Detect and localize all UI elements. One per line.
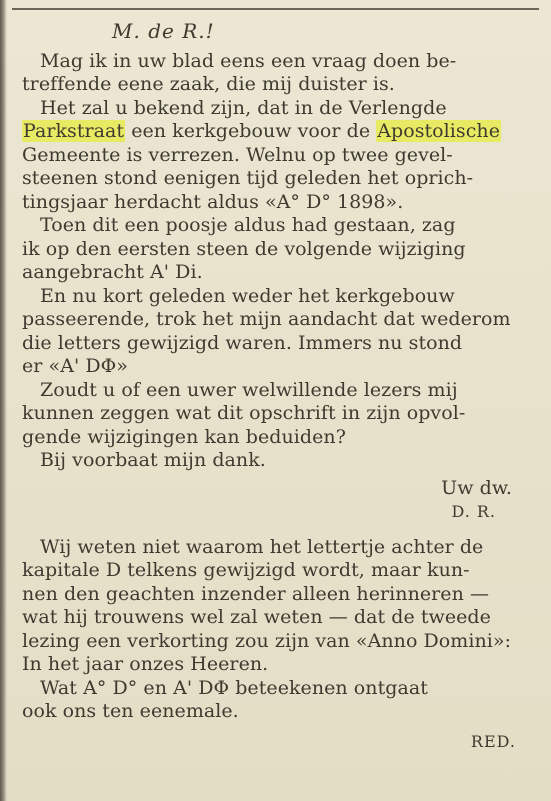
text-line-content: Het zal u bekend zijn, dat in de Verlengde	[40, 96, 447, 119]
editor-paragraph-1	[22, 536, 532, 677]
text-line	[22, 677, 532, 701]
text-line	[22, 50, 532, 74]
editor-paragraph-2	[22, 677, 532, 724]
editor-signature: RED.	[470, 731, 516, 751]
text-line-content: een kerkgebouw voor de	[125, 120, 377, 142]
text-line: kapitale D telkens gewijzigd wordt, maar kun-	[22, 559, 470, 581]
text-line	[22, 97, 532, 121]
page-edge-shadow	[0, 0, 7, 801]
letter-paragraph-6	[22, 449, 532, 473]
author-initials: D. R.	[451, 502, 496, 521]
letter-paragraph-5	[22, 379, 532, 450]
text-line: kunnen zeggen wat dit opschrift in zijn opvol-	[22, 402, 466, 424]
text-line-content: Wat A° D° en A' DΦ beteekenen ontgaat	[40, 676, 428, 699]
text-line: steenen stond eenigen tijd geleden het oprich-	[22, 167, 474, 189]
text-line: er «A' DΦ»	[22, 355, 128, 377]
text-line-content: Wij weten niet waarom het lettertje achter de	[40, 535, 484, 558]
text-line-content: Bij voorbaat mijn dank.	[40, 449, 266, 471]
text-line-content: Zoudt u of een uwer welwillende lezers mij	[40, 378, 458, 401]
text-line-content: Toen dit een poosje aldus had gestaan, zag	[40, 214, 456, 236]
letter-paragraph-1	[22, 50, 532, 97]
text-line	[22, 120, 532, 144]
text-line: aangebracht A' Di.	[22, 261, 203, 283]
text-line	[22, 285, 532, 309]
salutation: M. de R.!	[112, 19, 215, 43]
text-line-content: En nu kort geleden weder het kerkgebouw	[40, 284, 455, 307]
top-rule	[12, 8, 539, 10]
text-line: ook ons ten eenemale.	[22, 700, 239, 722]
highlight-apostolische: Apostolische	[377, 120, 500, 142]
text-line: die letters gewijzigd waren. Immers nu stond	[22, 331, 463, 354]
text-line: passeerende, trok het mijn aandacht dat wederom	[22, 308, 511, 330]
article-body	[22, 20, 532, 753]
letter-paragraph-4	[22, 285, 532, 379]
text-line	[22, 214, 532, 238]
letter-paragraph-3	[22, 214, 532, 285]
text-line: ik op den eersten steen de volgende wijziging	[22, 237, 466, 260]
letter-paragraph-2	[22, 97, 532, 215]
text-line	[22, 536, 532, 560]
text-line-content: Mag ik in uw blad eens een vraag doen be-	[40, 49, 457, 72]
text-line: nen den geachten inzender alleen herinneren —	[22, 582, 489, 605]
text-line: gende wijzigingen kan beduiden?	[22, 425, 346, 448]
text-line: In het jaar onzes Heeren.	[22, 653, 269, 675]
text-line: treffende eene zaak, die mij duister is.	[22, 73, 395, 95]
highlight-parkstraat: Parkstraat	[23, 120, 125, 142]
letter-signature	[22, 477, 532, 524]
text-line: Gemeente is verrezen. Welnu op twee gevel-	[22, 143, 453, 166]
text-line: lezing een verkorting zou zijn van «Anno Domini»:	[22, 629, 512, 652]
editor-reply	[22, 536, 532, 754]
text-line	[22, 449, 532, 473]
text-line	[22, 379, 532, 403]
closing: Uw dw.	[441, 476, 512, 499]
text-line: tingsjaar herdacht aldus «A° D° 1898».	[22, 190, 404, 213]
text-line: wat hij trouwens wel zal weten — dat de tweede	[22, 606, 491, 628]
